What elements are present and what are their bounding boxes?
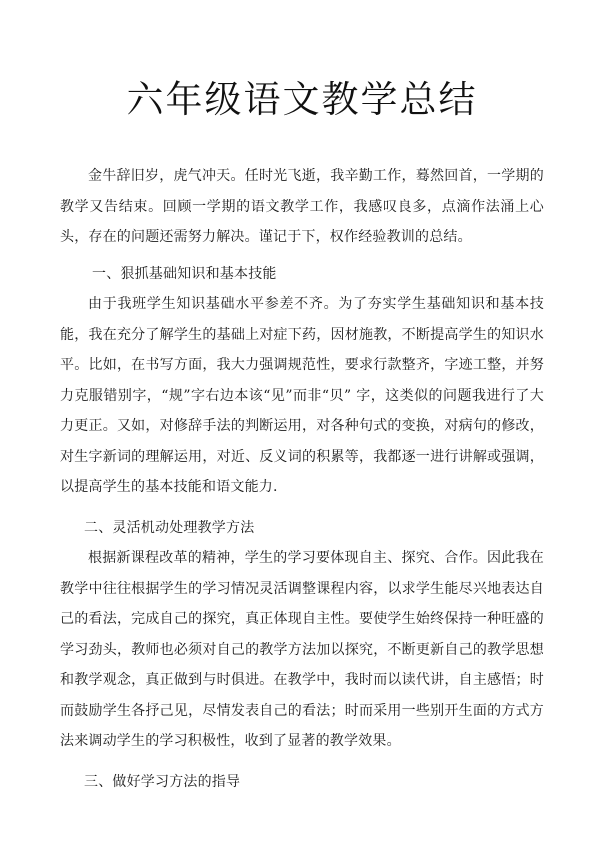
intro-paragraph: 金牛辞旧岁，虎气冲天。任时光飞逝，我辛勤工作，蓦然回首，一学期的教学又告结束。回顾一学期的语文教学工作，我感叹良多，点滴作法涌上心头，存在的问题还需努力解决。谨记于下，权作经验教训的总结。 [60,168,544,245]
section-heading-1: 一、狠抓基础知识和基本技能 [92,265,277,282]
section-body-1: 由于我班学生知识基础水平参差不齐。为了夯实学生基础知识和基本技能，我在充分了解学生的基础上对症下药，因材施教，不断提高学生的知识水平。比如，在书写方面，我大力强调规范性，要求行款整齐，字迹工整，并努力克服错别字，“规”字右边本该“见”而非“贝” 字，这类似的问题我进行了大力更正。又如，对修辞手法的判断运用，对各种句式的变换，对病句的修改，对生字新词的理解运用，对近、反义词的积累等，我都逐一进行讲解或强调，以提高学生的基本技能和语文能力. [60,296,544,495]
section-heading-3: 三、做好学习方法的指导 [84,773,241,790]
document-title: 六年级语文教学总结 [126,78,478,121]
document-body [60,161,544,797]
section-body-2: 根据新课程改革的精神，学生的学习要体现自主、探究、合作。因此我在教学中往往根据学生的学习情况灵活调整课程内容，以求学生能尽兴地表达自己的看法，完成自己的探究，真正体现自主性。要使学生始终保持一种旺盛的学习劲头，教师也必须对自己的教学方法加以探究，不断更新自己的教学思想和教学观念，真正做到与时俱进。在教学中，我时而以读代讲，自主感悟；时而鼓励学生各抒己见，尽情发表自己的看法；时而采用一些别开生面的方式方法来调动学生的学习积极性，收到了显著的教学效果。 [60,550,544,749]
section-heading-2: 二、灵活机动处理教学方法 [84,519,255,536]
